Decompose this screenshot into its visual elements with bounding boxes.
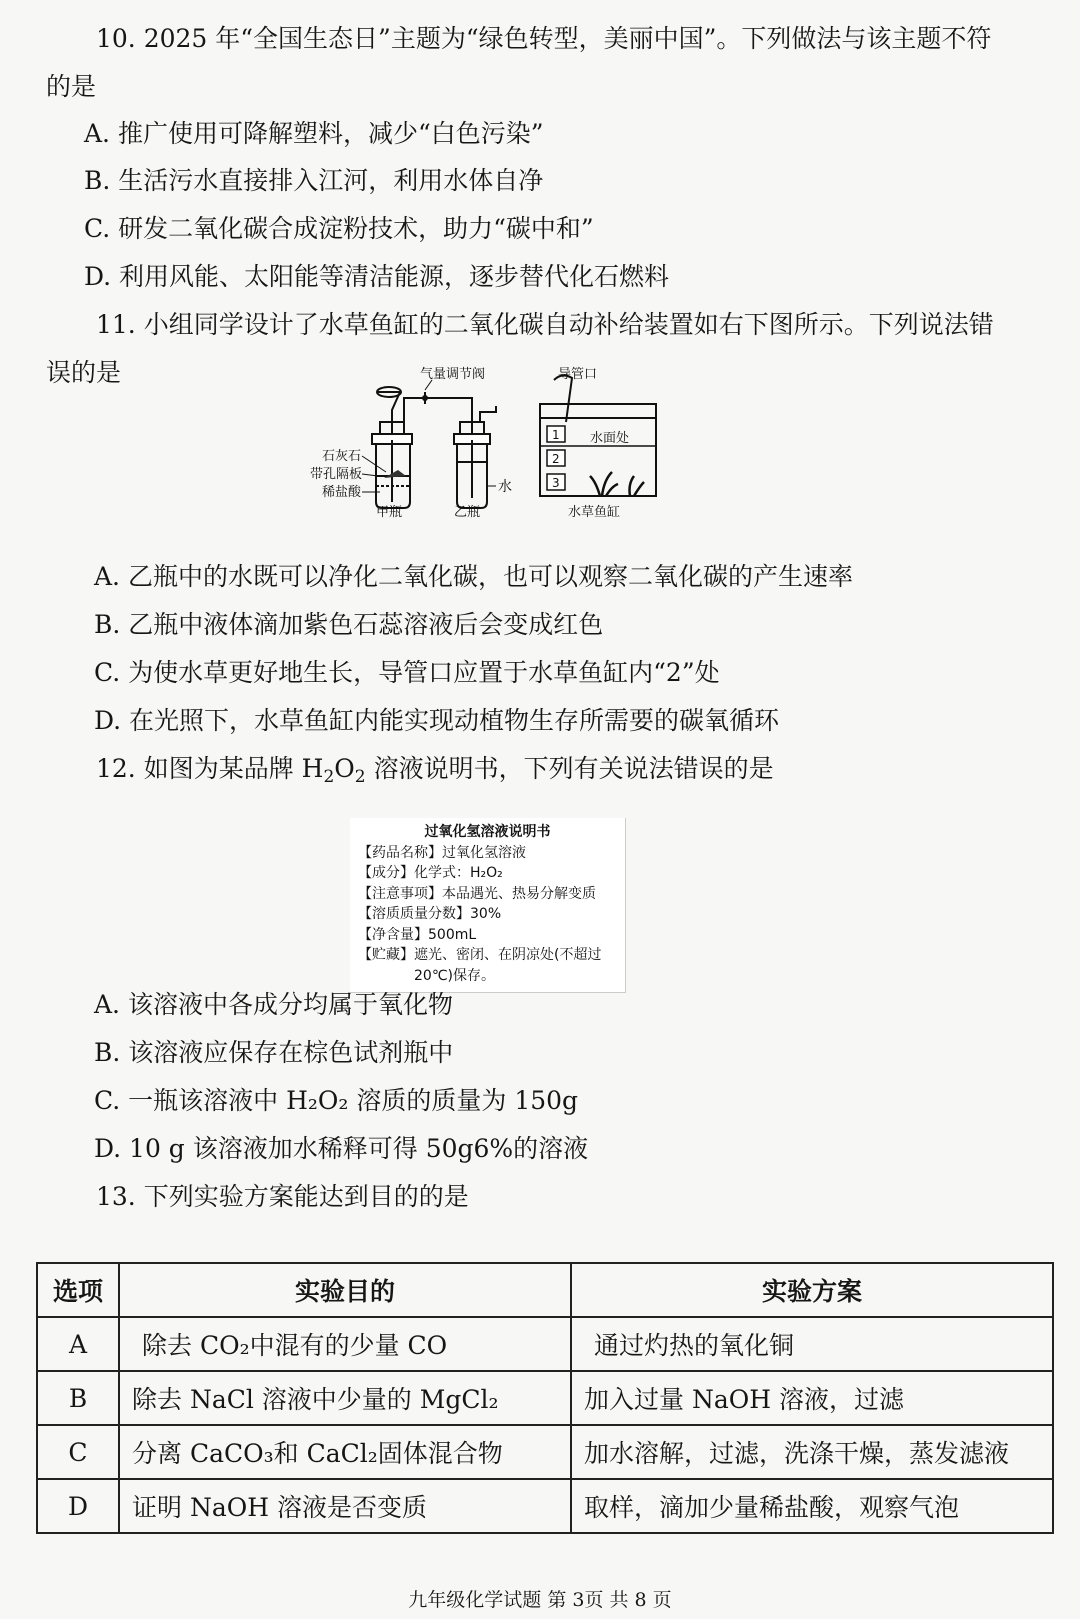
q12-option-d: D. 10 g 该溶液加水稀释可得 50g6%的溶液	[94, 1134, 589, 1163]
label-name: 【药品名称】过氧化氢溶液	[358, 844, 526, 861]
row-plan: 通过灼热的氧化铜	[571, 1317, 1053, 1371]
q12-stem	[96, 752, 774, 794]
q11-option-c: C. 为使水草更好地生长，导管口应置于水草鱼缸内“2”处	[94, 658, 720, 687]
position-2: 2	[552, 452, 560, 466]
co2-apparatus-figure	[300, 362, 680, 524]
q11-stem-cont: 误的是	[46, 358, 122, 387]
table-row	[37, 1371, 1053, 1425]
q10-stem: 10. 2025 年“全国生态日”主题为“绿色转型，美丽中国”。下列做法与该主题不符	[96, 24, 992, 53]
acid-label: 稀盐酸	[322, 485, 362, 500]
row-option: D	[37, 1479, 119, 1533]
valve-icon	[422, 392, 428, 404]
row-plan: 加入过量 NaOH 溶液，过滤	[571, 1371, 1053, 1425]
bottle-yi-label: 乙瓶	[454, 505, 481, 520]
q12-stem-pre: 12. 如图为某品牌 H	[96, 754, 324, 783]
label-title: 过氧化氢溶液说明书	[424, 824, 551, 840]
q12-stem-post: 溶液说明书，下列有关说法错误的是	[365, 754, 774, 783]
outlet-tube	[554, 375, 572, 422]
label-component: 【成分】化学式：H₂O₂	[358, 865, 503, 881]
row-plan: 取样，滴加少量稀盐酸，观察气泡	[571, 1479, 1053, 1533]
row-plan: 加水溶解，过滤，洗涤干燥，蒸发滤液	[571, 1425, 1053, 1479]
header-purpose: 实验目的	[119, 1263, 571, 1317]
row-purpose: 除去 CO₂中混有的少量 CO	[119, 1317, 571, 1371]
q11-option-d: D. 在光照下，水草鱼缸内能实现动植物生存所需要的碳氧循环	[94, 706, 780, 735]
label-volume: 【净含量】500mL	[358, 926, 477, 943]
header-option: 选项	[37, 1263, 119, 1317]
table-header-row	[37, 1263, 1053, 1317]
tank-label: 水草鱼缸	[568, 505, 621, 520]
row-purpose: 分离 CaCO₃和 CaCl₂固体混合物	[119, 1425, 571, 1479]
q10-option-a: A. 推广使用可降解塑料，减少“白色污染”	[84, 119, 544, 148]
bottle-yi	[454, 406, 496, 508]
bottle-jia-label: 甲瓶	[376, 505, 403, 520]
table-row	[37, 1479, 1053, 1533]
header-plan: 实验方案	[571, 1263, 1053, 1317]
tube-outlet-label: 导管口	[558, 367, 598, 382]
label-fraction: 【溶质质量分数】30%	[358, 906, 502, 922]
row-purpose: 证明 NaOH 溶液是否变质	[119, 1479, 571, 1533]
q10-option-c: C. 研发二氧化碳合成淀粉技术，助力“碳中和”	[84, 214, 594, 243]
plate-label: 带孔隔板	[310, 467, 363, 482]
q11-option-b: B. 乙瓶中液体滴加紫色石蕊溶液后会变成红色	[94, 610, 604, 639]
water-label: 水	[498, 479, 512, 495]
q11-option-a: A. 乙瓶中的水既可以净化二氧化碳，也可以观察二氧化碳的产生速率	[94, 562, 853, 591]
q13-table	[36, 1262, 1054, 1534]
limestone-label: 石灰石	[322, 449, 362, 464]
plant-icon	[590, 472, 644, 496]
q12-stem-sub1: 2	[323, 767, 335, 787]
label-storage-cont: 20℃)保存。	[414, 967, 495, 984]
row-option: B	[37, 1371, 119, 1425]
position-3: 3	[552, 476, 560, 490]
q10-stem-cont: 的是	[46, 72, 97, 101]
q12-option-b: B. 该溶液应保存在棕色试剂瓶中	[94, 1038, 454, 1067]
page-footer: 九年级化学试题 第 3页 共 8 页	[408, 1589, 672, 1611]
label-notes: 【注意事项】本品遇光、热易分解变质	[358, 885, 596, 902]
q10-option-d: D. 利用风能、太阳能等清洁能源，逐步替代化石燃料	[84, 262, 670, 291]
q12-stem-sub2: 2	[354, 767, 366, 787]
q12-stem-mid: O	[334, 754, 355, 783]
position-1: 1	[552, 428, 560, 442]
bottle-jia	[372, 387, 412, 508]
q11-stem: 11. 小组同学设计了水草鱼缸的二氧化碳自动补给装置如右下图所示。下列说法错	[96, 310, 994, 339]
table-row	[37, 1425, 1053, 1479]
row-option: C	[37, 1425, 119, 1479]
row-option: A	[37, 1317, 119, 1371]
q10-option-b: B. 生活污水直接排入江河，利用水体自净	[84, 166, 544, 195]
water-surface-label: 水面处	[590, 431, 630, 446]
valve-label: 气量调节阀	[420, 367, 486, 382]
label-storage: 【贮藏】遮光、密闭、在阴凉处(不超过	[358, 947, 602, 963]
h2o2-instruction-label	[350, 818, 626, 993]
q12-option-c: C. 一瓶该溶液中 H₂O₂ 溶质的质量为 150g	[94, 1086, 579, 1115]
q13-stem: 13. 下列实验方案能达到目的的是	[96, 1182, 469, 1211]
row-purpose: 除去 NaCl 溶液中少量的 MgCl₂	[119, 1371, 571, 1425]
table-row	[37, 1317, 1053, 1371]
q12-option-a: A. 该溶液中各成分均属于氧化物	[94, 990, 453, 1019]
